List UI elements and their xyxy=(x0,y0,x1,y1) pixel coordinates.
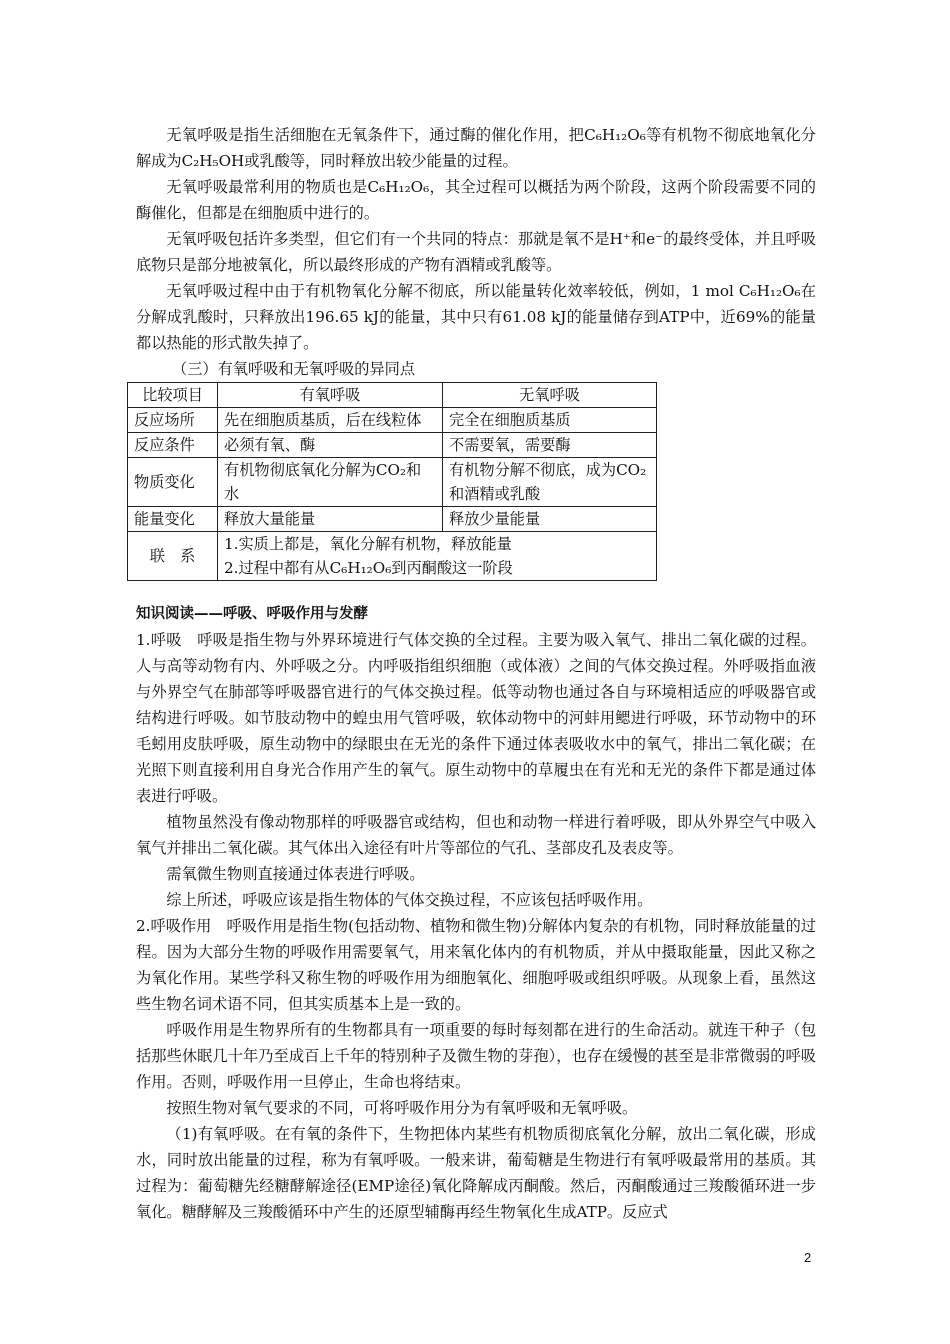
table-header: 比较项目 xyxy=(128,383,218,408)
table-row xyxy=(128,507,657,532)
table-cell: 有机物分解不彻底，成为CO₂和酒精或乳酸 xyxy=(443,458,657,507)
table-header-row xyxy=(128,383,657,408)
paragraph: 2.呼吸作用 呼吸作用是指生物(包括动物、植物和微生物)分解体内复杂的有机物，同时释放能量的过程。因为大部分生物的呼吸作用需要氧气，用来氧化体内的有机物质，并从中摄取能量，因此又称之为氧化作用。某些学科又称生物的呼吸作用为细胞氧化、细胞呼吸或组织呼吸。从现象上看，虽然这些生物名词术语不同，但其实质基本上是一致的。 xyxy=(136,917,816,1013)
table-cell: 有机物彻底氧化分解为CO₂和水 xyxy=(218,458,443,507)
table-cell: 释放大量能量 xyxy=(218,507,443,532)
table-row xyxy=(128,433,657,458)
paragraph: 无氧呼吸过程中由于有机物氧化分解不彻底，所以能量转化效率较低，例如，1 mol C₆H₁₂O₆在分解成乳酸时，只释放出196.65 kJ的能量，其中只有61.08 kJ的能量储存到ATP中，近69%的能量都以热能的形式散失掉了。 xyxy=(136,282,816,352)
paragraph: （1)有氧呼吸。在有氧的条件下，生物把体内某些有机物质彻底氧化分解，放出二氧化碳，形成水，同时放出能量的过程，称为有氧呼吸。一般来讲，葡萄糖是生物进行有氧呼吸最常用的基质。其过程为：葡萄糖先经糖酵解途径(EMP途径)氧化降解成丙酮酸。然后，丙酮酸通过三羧酸循环进一步氧化。糖酵解及三羧酸循环中产生的还原型辅酶再经生物氧化生成ATP。反应式 xyxy=(136,1125,816,1221)
table-cell: 必须有氧、酶 xyxy=(218,433,443,458)
paragraph: 需氧微生物则直接通过体表进行呼吸。 xyxy=(166,865,425,883)
table-header: 有氧呼吸 xyxy=(218,383,443,408)
table-cell-link xyxy=(218,532,657,581)
table-row xyxy=(128,408,657,433)
table-row xyxy=(128,458,657,507)
link-line: 2.过程中都有从C₆H₁₂O₆到丙酮酸这一阶段 xyxy=(224,559,513,577)
paragraph: 无氧呼吸最常利用的物质也是C₆H₁₂O₆，其全过程可以概括为两个阶段，这两个阶段需要不同的酶催化，但都是在细胞质中进行的。 xyxy=(136,178,816,222)
paragraph: 无氧呼吸是指生活细胞在无氧条件下，通过酶的催化作用，把C₆H₁₂O₆等有机物不彻底地氧化分解成为C₂H₅OH或乳酸等，同时释放出较少能量的过程。 xyxy=(136,126,816,170)
paragraph: 综上所述，呼吸应该是指生物体的气体交换过程，不应该包括呼吸作用。 xyxy=(166,891,653,909)
paragraph: 植物虽然没有像动物那样的呼吸器官或结构，但也和动物一样进行着呼吸，即从外界空气中吸入氧气并排出二氧化碳。其气体出入途径有叶片等部位的气孔、茎部皮孔及表皮等。 xyxy=(136,813,816,857)
table-row-link xyxy=(128,532,657,581)
paragraph: 呼吸作用是生物界所有的生物都具有一项重要的每时每刻都在进行的生命活动。就连干种子（包括那些休眠几十年乃至成百上千年的特别种子及微生物的芽孢），也存在缓慢的甚至是非常微弱的呼吸作用。否则，呼吸作用一旦停止，生命也将结束。 xyxy=(136,1021,816,1091)
link-line: 1.实质上都是，氧化分解有机物，释放能量 xyxy=(224,535,512,553)
paragraph: 1.呼吸 呼吸是指生物与外界环境进行气体交换的全过程。主要为吸入氧气、排出二氧化碳的过程。人与高等动物有内、外呼吸之分。内呼吸指组织细胞（或体液）之间的气体交换过程。外呼吸指血液与外界空气在肺部等呼吸器官进行的气体交换过程。低等动物也通过各自与环境相适应的呼吸器官或结构进行呼吸。如节肢动物中的蝗虫用气管呼吸，软体动物中的河蚌用鳃进行呼吸，环节动物中的环毛蚓用皮肤呼吸，原生动物中的绿眼虫在无光的条件下通过体表吸收水中的氧气，排出二氧化碳；在光照下则直接利用自身光合作用产生的氧气。原生动物中的草履虫在有光和无光的条件下都是通过体表进行呼吸。 xyxy=(136,631,816,805)
table-cell: 联 系 xyxy=(128,532,218,581)
paragraph: 按照生物对氧气要求的不同，可将呼吸作用分为有氧呼吸和无氧呼吸。 xyxy=(166,1099,638,1117)
table-caption: （三）有氧呼吸和无氧呼吸的异同点 xyxy=(172,360,415,378)
comparison-table xyxy=(127,382,657,581)
table-cell: 能量变化 xyxy=(128,507,218,532)
paragraph: 无氧呼吸包括许多类型，但它们有一个共同的特点：那就是氧不是H⁺和e⁻的最终受体，并且呼吸底物只是部分地被氧化，所以最终形成的产物有酒精或乳酸等。 xyxy=(136,230,816,274)
document-body xyxy=(136,122,816,1225)
table-cell: 先在细胞质基质，后在线粒体 xyxy=(218,408,443,433)
table-cell: 物质变化 xyxy=(128,458,218,507)
table-cell: 完全在细胞质基质 xyxy=(443,408,657,433)
table-cell: 释放少量能量 xyxy=(443,507,657,532)
table-cell: 反应场所 xyxy=(128,408,218,433)
page-number: 2 xyxy=(804,1250,812,1265)
table-header: 无氧呼吸 xyxy=(443,383,657,408)
section-heading: 知识阅读——呼吸、呼吸作用与发酵 xyxy=(136,606,368,622)
table-cell: 反应条件 xyxy=(128,433,218,458)
table-cell: 不需要氧，需要酶 xyxy=(443,433,657,458)
